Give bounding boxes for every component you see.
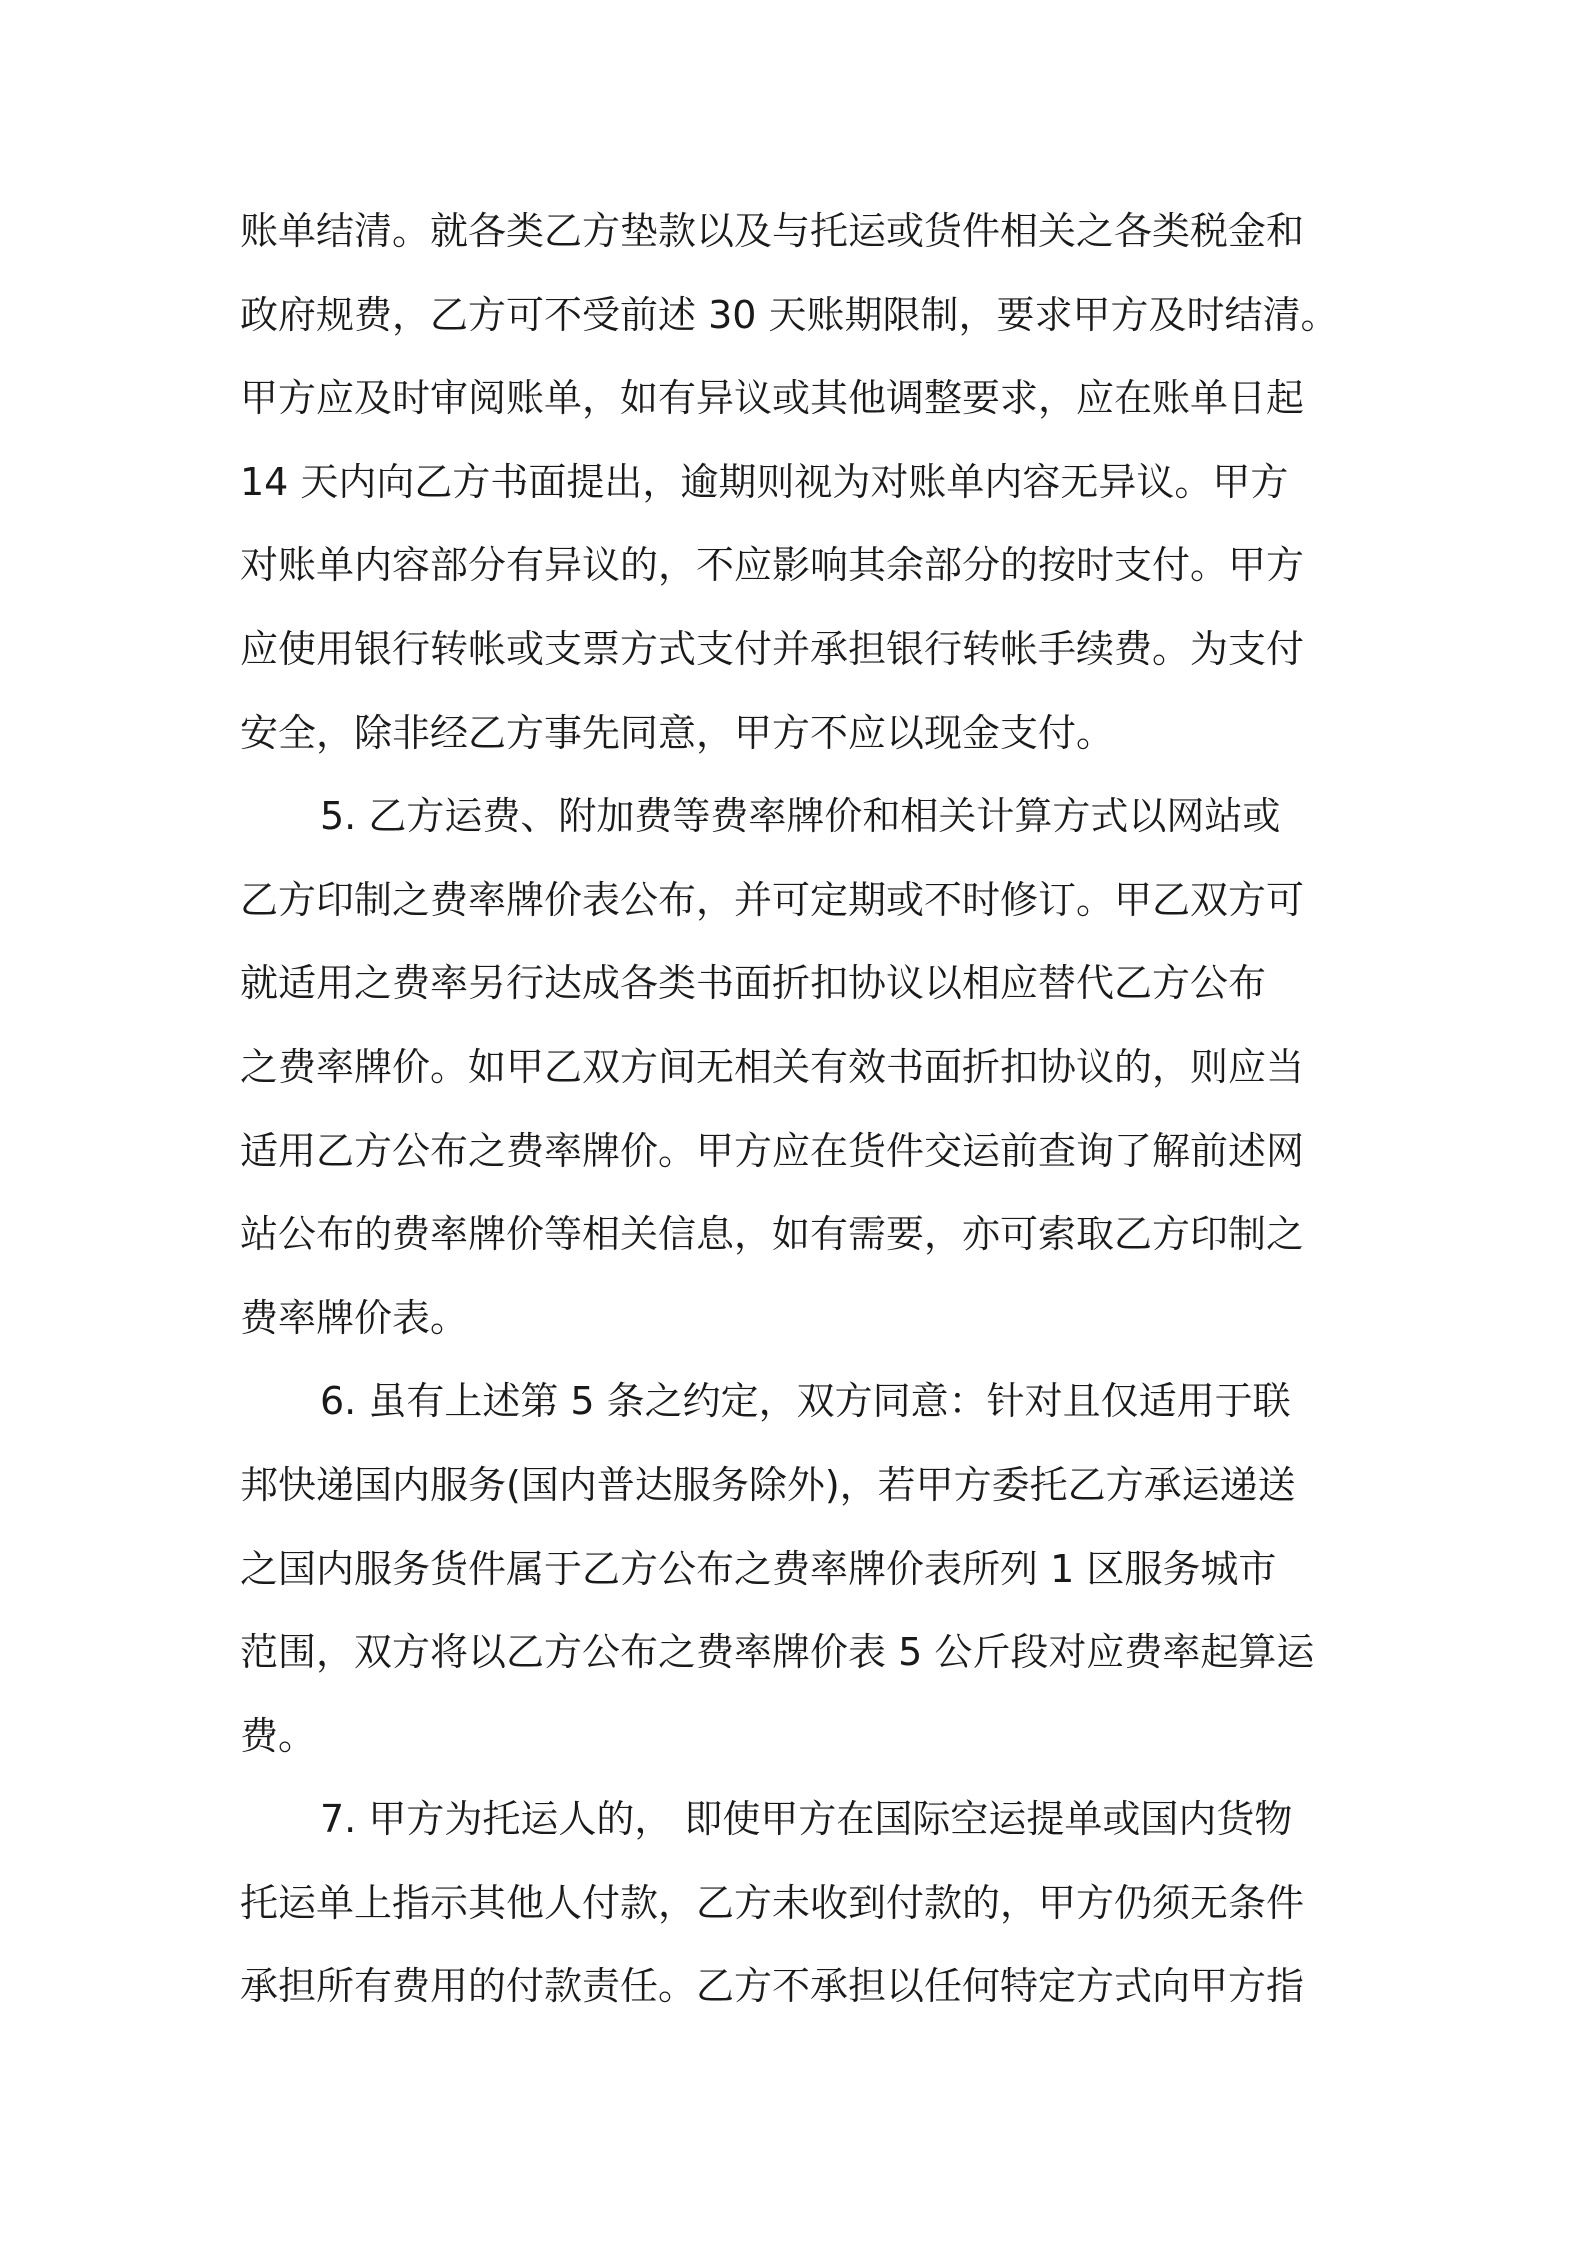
text-line: [240, 524, 1360, 608]
text-line-content: 6. 虽有上述第 5 条之约定，双方同意：针对且仅适用于联: [320, 1379, 1291, 1424]
text-line: [240, 942, 1360, 1026]
text-line: [240, 1611, 1360, 1695]
text-line: [240, 775, 1360, 859]
text-line-content: 站公布的费率牌价等相关信息，如有需要，亦可索取乙方印制之: [240, 1212, 1305, 1257]
text-line: [240, 1110, 1360, 1194]
text-line-content: 范围，双方将以乙方公布之费率牌价表 5 公斤段对应费率起算运: [240, 1630, 1315, 1675]
text-line-content: 费。: [240, 1713, 317, 1758]
text-line: [240, 1778, 1360, 1862]
text-line: [240, 1193, 1360, 1277]
text-line-content: 乙方印制之费率牌价表公布，并可定期或不时修订。甲乙双方可: [240, 877, 1305, 922]
text-line: [240, 1277, 1360, 1361]
text-line: [240, 1945, 1360, 2029]
text-line-content: 应使用银行转帐或支票方式支付并承担银行转帐手续费。为支付: [240, 626, 1305, 671]
text-line-content: 之费率牌价。如甲乙双方间无相关有效书面折扣协议的，则应当: [240, 1044, 1305, 1089]
text-line: [240, 357, 1360, 441]
text-line-content: 托运单上指示其他人付款，乙方未收到付款的，甲方仍须无条件: [240, 1880, 1305, 1925]
text-line-content: 费率牌价表。: [240, 1295, 469, 1340]
text-line-content: 7. 甲方为托运人的， 即使甲方在国际空运提单或国内货物: [320, 1797, 1293, 1842]
text-line-content: 甲方应及时审阅账单，如有异议或其他调整要求，应在账单日起: [240, 376, 1305, 421]
text-line-content: 5. 乙方运费、附加费等费率牌价和相关计算方式以网站或: [320, 794, 1281, 839]
text-line-content: 安全，除非经乙方事先同意，甲方不应以现金支付。: [240, 710, 1115, 755]
text-line-content: 适用乙方公布之费率牌价。甲方应在货件交运前查询了解前述网: [240, 1128, 1305, 1173]
text-line: [240, 190, 1360, 274]
text-line-content: 就适用之费率另行达成各类书面折扣协议以相应替代乙方公布: [240, 961, 1267, 1006]
text-line-content: 账单结清。就各类乙方垫款以及与托运或货件相关之各类税金和: [240, 209, 1305, 253]
text-line: [240, 1862, 1360, 1946]
text-line-content: 承担所有费用的付款责任。乙方不承担以任何特定方式向甲方指: [240, 1964, 1305, 2009]
contract-text: [240, 190, 1360, 2029]
text-line: [240, 274, 1360, 358]
text-line-content: 对账单内容部分有异议的，不应影响其余部分的按时支付。甲方: [240, 543, 1305, 588]
text-line: [240, 1360, 1360, 1444]
text-line: [240, 441, 1360, 525]
text-line: [240, 1444, 1360, 1528]
text-line-content: 之国内服务货件属于乙方公布之费率牌价表所列 1 区服务城市: [240, 1546, 1277, 1591]
text-line-content: 14 天内向乙方书面提出，逾期则视为对账单内容无异议。甲方: [240, 459, 1289, 504]
text-line: [240, 859, 1360, 943]
text-line: [240, 1026, 1360, 1110]
text-line: [240, 1528, 1360, 1612]
text-line-content: 政府规费，乙方可不受前述 30 天账期限制，要求甲方及时结清。: [240, 292, 1339, 337]
text-line: [240, 1695, 1360, 1779]
text-line: [240, 692, 1360, 776]
text-line-content: 邦快递国内服务(国内普达服务除外)，若甲方委托乙方承运递送: [240, 1462, 1296, 1507]
text-line: [240, 608, 1360, 692]
